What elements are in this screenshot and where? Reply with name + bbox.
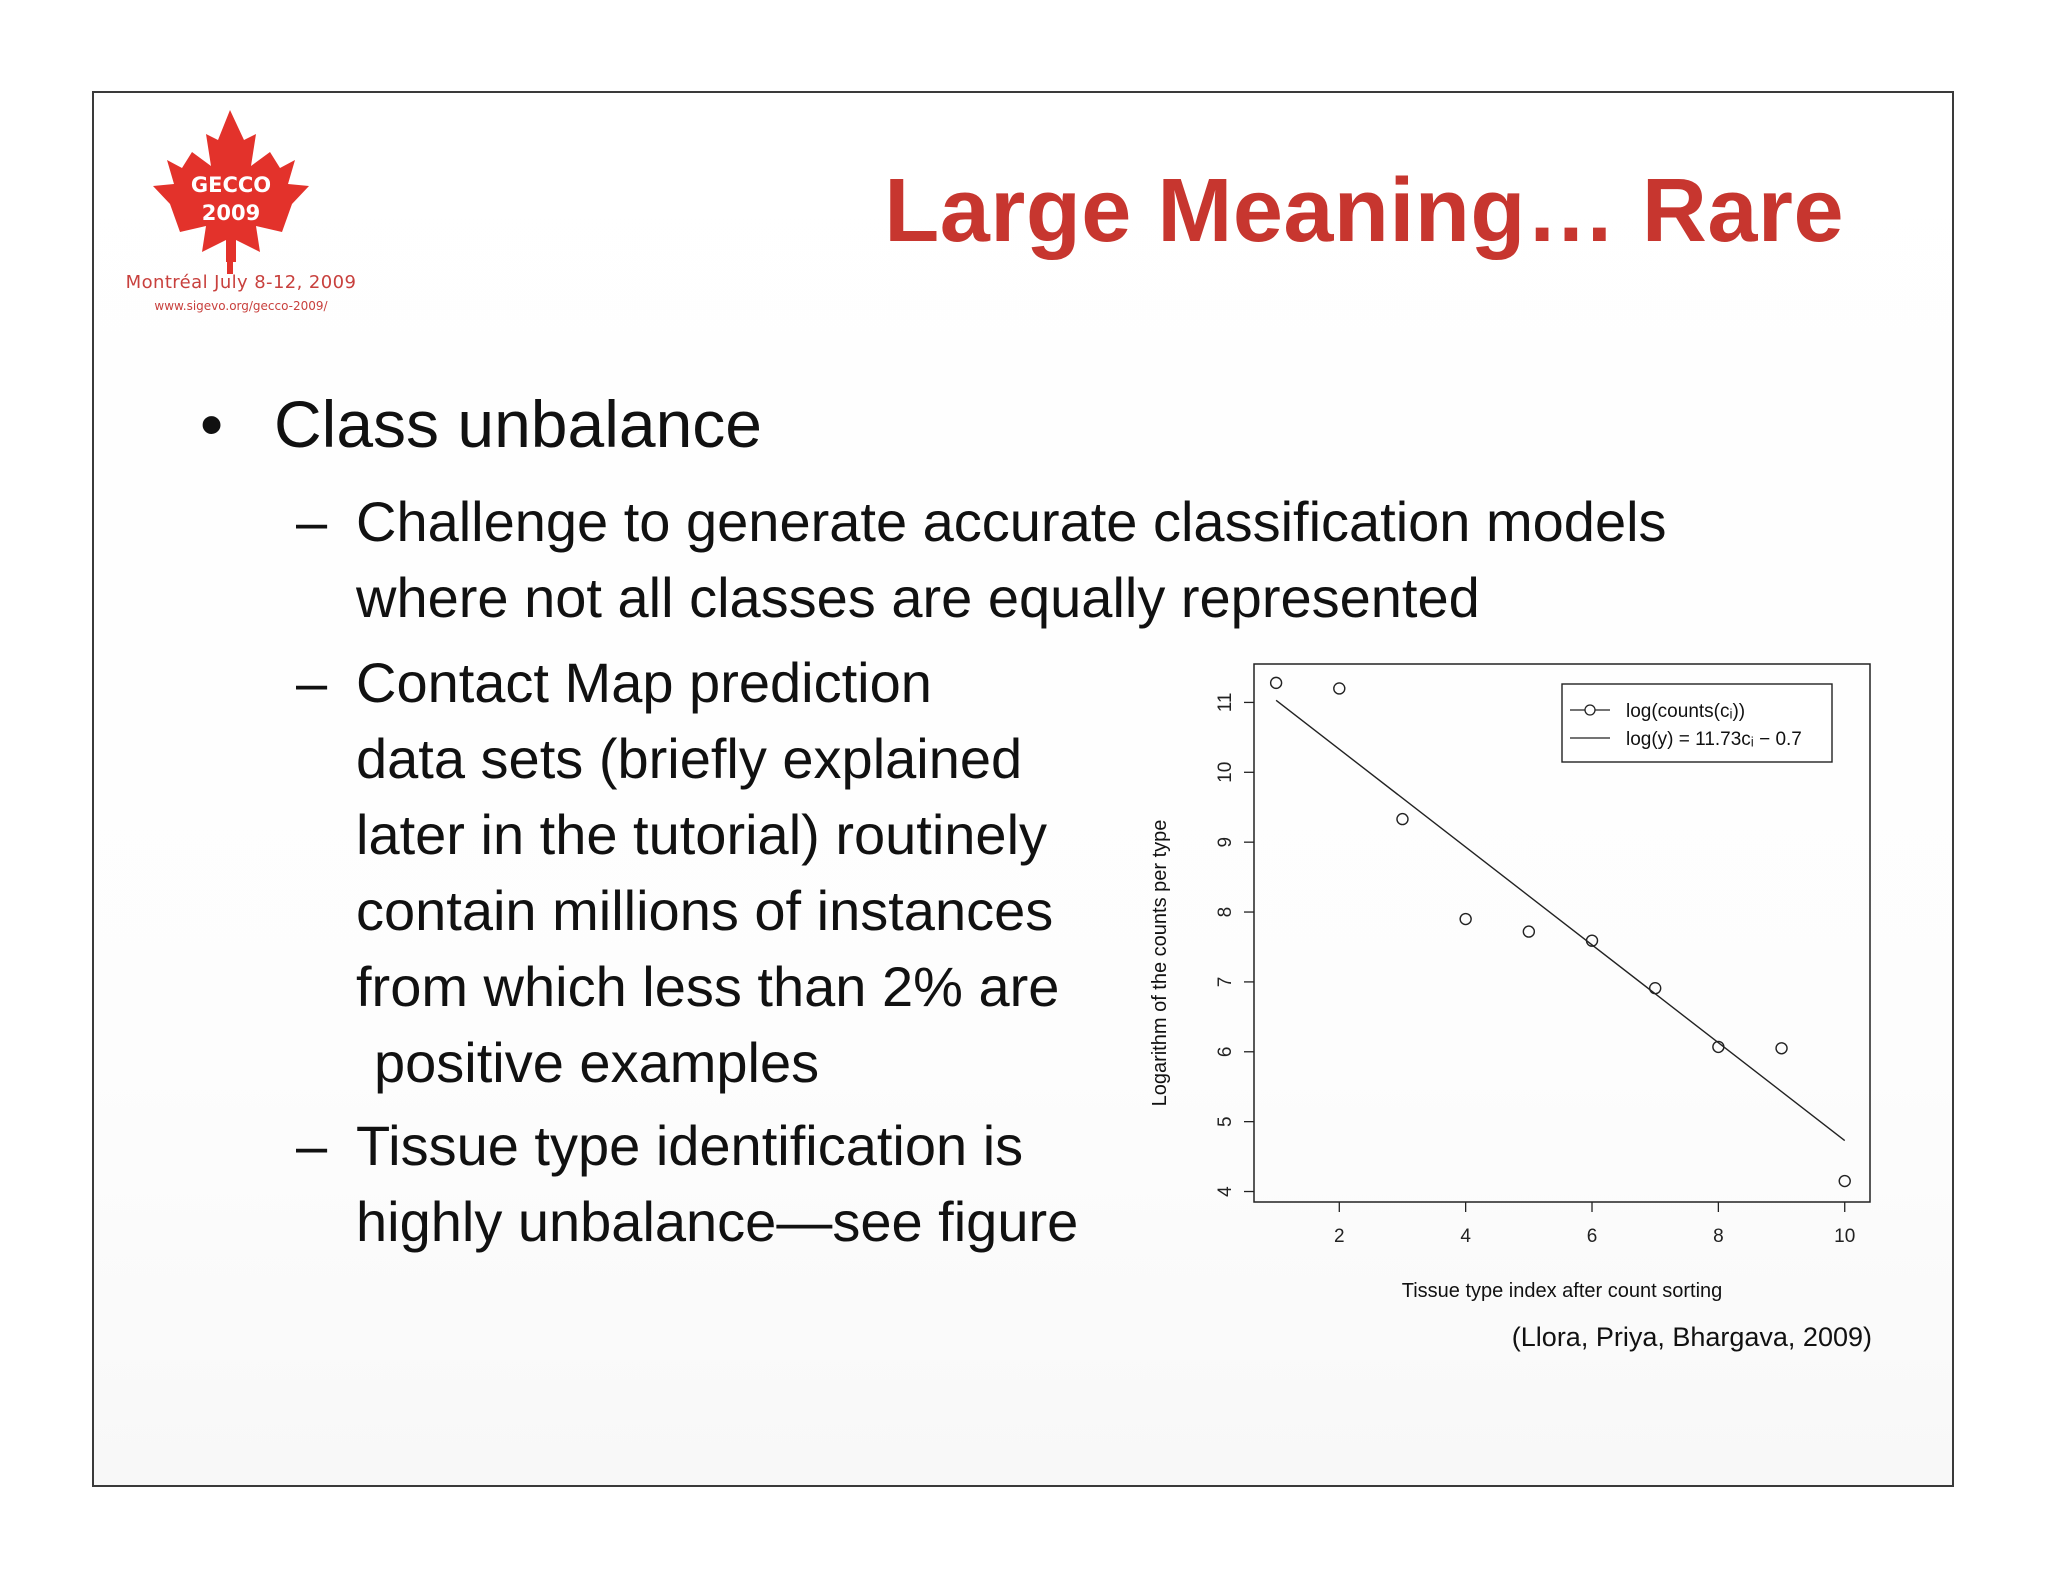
data-point <box>1397 814 1408 825</box>
y-tick-label: 4 <box>1215 1186 1237 1197</box>
logo-emblem-line2: 2009 <box>201 201 261 225</box>
sub-bullet-line: contain millions of instances <box>356 879 1054 942</box>
logo-caption-dates: Montréal July 8-12, 2009 <box>125 272 357 293</box>
sub-bullet-marker: – <box>296 490 328 553</box>
citation: (Llora, Priya, Bhargava, 2009) <box>1511 1322 1872 1352</box>
legend-point-marker <box>1585 705 1595 715</box>
sub-bullet-marker: – <box>296 1114 328 1177</box>
data-point <box>1776 1043 1787 1054</box>
data-point <box>1523 926 1534 937</box>
bullet-text: Class unbalance <box>274 387 762 461</box>
y-tick-label: 5 <box>1215 1116 1237 1127</box>
fit-line <box>1276 700 1845 1140</box>
sub-bullet-line: Challenge to generate accurate classification models <box>356 490 1667 553</box>
y-tick-label: 6 <box>1215 1046 1237 1058</box>
x-axis-label: Tissue type index after count sorting <box>1401 1280 1723 1302</box>
data-point <box>1334 683 1345 694</box>
x-tick-label: 8 <box>1713 1226 1724 1247</box>
tissue-count-chart <box>1130 650 1910 1330</box>
y-tick-label: 9 <box>1215 836 1237 848</box>
sub-bullet-line: highly unbalance—see figure <box>356 1190 1079 1253</box>
sub-bullet-line: positive examples <box>374 1031 820 1094</box>
logo-caption <box>116 272 366 313</box>
data-point <box>1650 983 1661 994</box>
x-tick-label: 6 <box>1586 1226 1598 1247</box>
legend-box <box>1562 684 1832 762</box>
x-tick-label: 2 <box>1334 1226 1345 1247</box>
y-tick-label: 11 <box>1215 692 1237 713</box>
bullet-marker: • <box>200 387 224 461</box>
logo-emblem-line1: GECCO <box>190 173 272 197</box>
sub-bullet-line: later in the tutorial) routinely <box>356 803 1048 866</box>
legend-label: log(y) = 11.73cᵢ − 0.7 <box>1626 729 1802 750</box>
slide-title: Large Meaning… Rare <box>884 161 1844 261</box>
sub-bullet-marker: – <box>296 651 328 714</box>
bullet-class-unbalance <box>200 386 762 462</box>
logo-caption-url: www.sigevo.org/gecco-2009/ <box>154 299 328 313</box>
y-axis-label: Logarithm of the counts per type <box>1149 819 1171 1107</box>
y-tick-label: 10 <box>1215 761 1237 783</box>
x-tick-label: 4 <box>1460 1226 1471 1247</box>
sub-bullet-line: where not all classes are equally represented <box>356 566 1480 629</box>
y-tick-label: 7 <box>1215 976 1237 988</box>
legend-label: log(counts(cᵢ)) <box>1626 701 1746 722</box>
data-point <box>1271 677 1282 688</box>
chart-svg <box>1130 650 1910 1330</box>
sub-bullet-line: from which less than 2% are <box>356 955 1060 1018</box>
data-point <box>1839 1176 1850 1187</box>
y-tick-label: 8 <box>1215 906 1237 918</box>
data-point <box>1460 914 1471 925</box>
sub-bullet-line: Contact Map prediction <box>356 651 932 714</box>
sub-bullet-line: data sets (briefly explained <box>356 727 1023 790</box>
x-tick-label: 10 <box>1834 1226 1856 1247</box>
sub-bullet-line: Tissue type identification is <box>356 1114 1024 1177</box>
